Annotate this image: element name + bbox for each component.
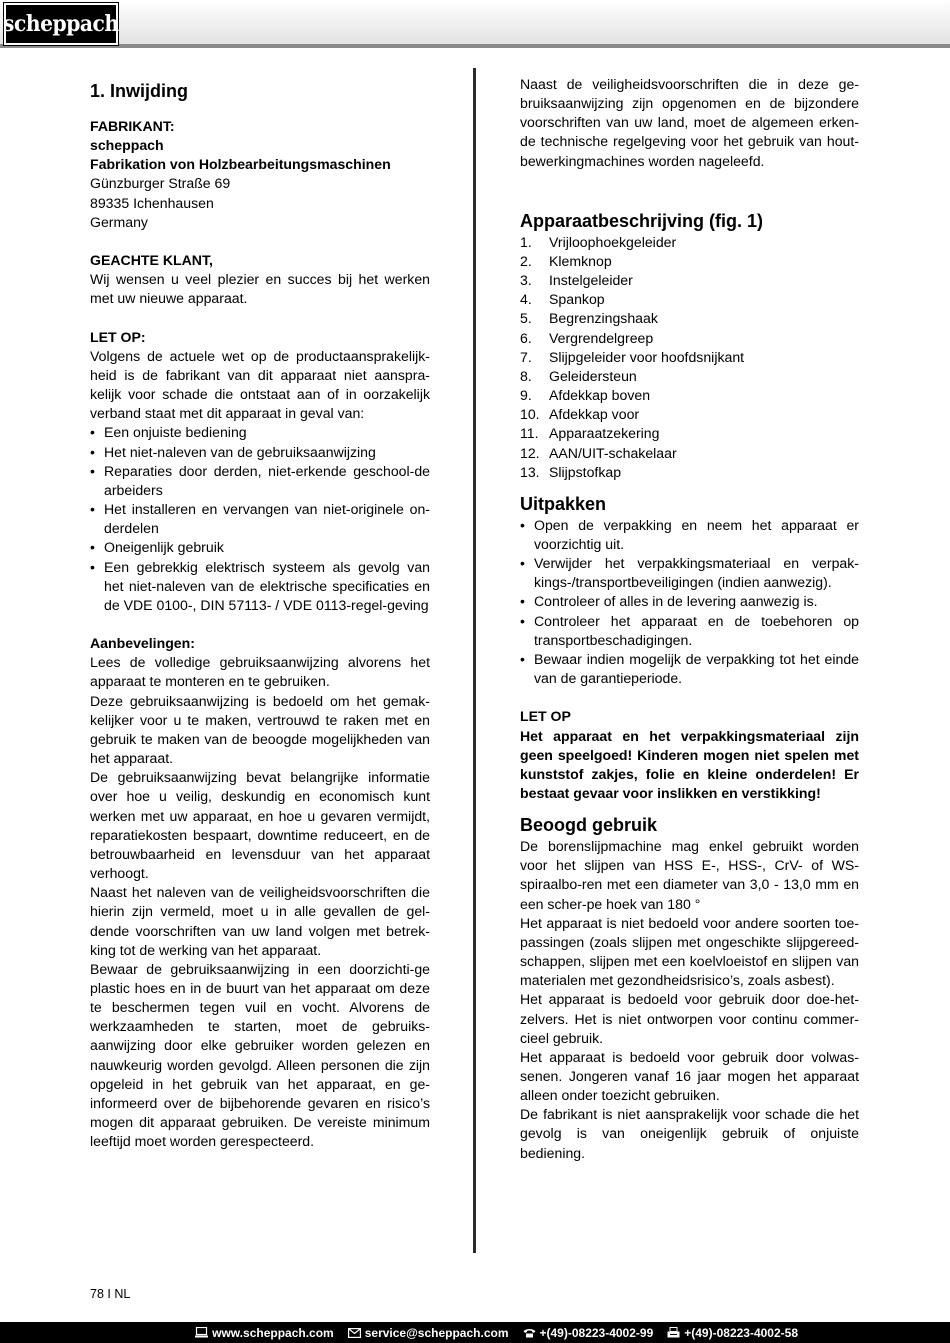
mail-icon	[348, 1328, 361, 1338]
paragraph: De gebruiksaanwijzing bevat belangrijke informatie over hoe u veilig, deskundig en economisch kunt werken met uw apparaat, en hoe u gevaren vermijdt, reparatiekosten bespaart, downtime reduceert, en de betrouwbaarheid en levensduur van het apparaat verhoogt.	[90, 769, 430, 882]
parts-list	[520, 233, 859, 482]
list-item: 4. Spankop	[520, 291, 605, 308]
list-item: • Bewaar indien mogelijk de verpakking tot het einde van de garantieperiode.	[520, 650, 859, 688]
warning-label: LET OP	[520, 708, 571, 725]
paragraph: Deze gebruiksaanwijzing is bedoeld om het gemak-kelijker voor u te maken, vertrouwd te raken met en gebruik te maken van de beoogde mogelijkheden van het apparaat.	[90, 692, 430, 767]
list-item: • Een onjuiste bediening	[90, 423, 430, 442]
list-item: • Verwijder het verpakkingsmateriaal en verpak-kings-/transportbeveiligingen (indien aanwezig).	[520, 554, 859, 592]
manufacturer-desc: Fabrikation von Holzbearbeitungsmaschinen	[90, 156, 391, 173]
column-divider	[473, 68, 476, 1253]
paragraph: De fabrikant is niet aansprakelijk voor schade die het gevolg is van oneigenlijk gebruik of onjuiste bediening.	[520, 1106, 859, 1161]
paragraph: Het apparaat is niet bedoeld voor andere soorten toe-passingen (zoals slijpen met ongeschikte slijpgereed-schappen, slijpen met een koelvloeistof en slijpen van materialen met gezondheidsrisico’s, zoals asbest).	[520, 914, 859, 989]
paragraph: Lees de volledige gebruiksaanwijzing alvorens het apparaat te monteren en te gebruiken.	[90, 654, 430, 690]
dear-customer-text: Wij wensen u veel plezier en succes bij het werken met uw nieuwe apparaat.	[90, 271, 430, 307]
footer-phone[interactable]: +(49)-08223-4002-99	[523, 1326, 654, 1340]
footer-email[interactable]: service@scheppach.com	[348, 1326, 509, 1340]
address-line: 89335 Ichenhausen	[90, 194, 214, 211]
list-item: 5. Begrenzingshaak	[520, 310, 658, 327]
list-item: • Reparaties door derden, niet-erkende geschool-de arbeiders	[90, 462, 430, 500]
scheppach-logo: scheppach	[4, 3, 118, 45]
paragraph: De borenslijpmachine mag enkel gebruikt worden voor het slijpen van HSS E-, HSS-, CrV- of WS-spiraalbo-ren met een diameter van 3,0 - 13,0 mm en een scher-pe hoek van 180 °	[520, 838, 859, 912]
list-item: 12. AAN/UIT-schakelaar	[520, 444, 677, 461]
manufacturer-label: FABRIKANT:	[90, 118, 175, 134]
paragraph: Het apparaat is bedoeld voor gebruik door volwas-senen. Jongeren vanaf 16 jaar mogen het apparaat alleen onder toezicht gebruiken.	[520, 1048, 859, 1104]
list-item: 3. Instelgeleider	[520, 272, 633, 289]
list-item: 6. Vergrendelgreep	[520, 329, 654, 346]
list-item: • Controleer of alles in de levering aanwezig is.	[520, 592, 859, 611]
list-item: • Open de verpakking en neem het apparaat er voorzichtig uit.	[520, 516, 859, 554]
list-item: 2. Klemknop	[520, 252, 612, 269]
page-number: 78 I NL	[90, 1287, 131, 1301]
list-item: 10. Afdekkap voor	[520, 406, 640, 423]
fax-icon	[667, 1327, 680, 1338]
list-item: 13. Slijpstofkap	[520, 463, 622, 480]
section-title-intended-use: Beoogd gebruik	[520, 815, 658, 836]
section-title-description: Apparaatbeschrijving (fig. 1)	[520, 210, 764, 231]
unpacking-list	[520, 516, 859, 688]
paragraph: Het apparaat is bedoeld voor gebruik door doe-het-zelvers. Het is niet ontworpen voor continu commer-cieel gebruik.	[520, 991, 859, 1046]
list-item: 7. Slijpgeleider voor hoofdsnijkant	[520, 348, 745, 365]
intro-paragraph: Naast de veiligheidsvoorschriften die in deze ge-bruiksaanwijzing zijn opgenomen en de bijzondere voorschriften van uw land, moet de algemeen erken-de technische regelgeving voor het gebruik van hout-bewerkingmachines worden nageleefd.	[520, 76, 859, 169]
footer-fax[interactable]: +(49)-08223-4002-58	[667, 1326, 798, 1340]
right-column	[520, 75, 859, 1163]
list-item: • Een gebrekkig elektrisch systeem als gevolg van het niet-naleven van de elektrische specificaties en de VDE 0100-, DIN 57113- / VDE 0113-regel-geving	[90, 558, 430, 615]
list-item: 9. Afdekkap boven	[520, 387, 651, 404]
footer-bar	[0, 1322, 950, 1343]
section-title-unpacking: Uitpakken	[520, 493, 607, 514]
list-item: • Het niet-naleven van de gebruiksaanwijzing	[90, 443, 430, 462]
warning-text: Het apparaat en het verpakkingsmateriaal zijn geen speelgoed! Kinderen mogen niet spelen met kunststof zakjes, folie en kleine onderdelen! Er bestaat gevaar voor inslikken en verstikking!	[520, 727, 859, 801]
section-title-inwijding: 1. Inwijding	[90, 81, 188, 101]
list-item: 11. Apparaatzekering	[520, 425, 660, 442]
paragraph: Bewaar de gebruiksaanwijzing in een doorzichti-ge plastic hoes en in de buurt van het apparaat om deze te beschermen tegen vuil en vocht. Alvorens de werkzaamheden te starten, moet de gebruiks-aanwijzing door elke gebruiker worden gelezen en nauwkeurig worden gevolgd. Alleen personen die zijn opgeleid in het gebruik van het apparaat, en ge-informeerd over de bijbehorende gevaren en risico’s mogen dit apparaat gebruiken. De vereiste minimum leeftijd moet worden gerespecteerd.	[90, 960, 430, 1150]
address-line: Germany	[90, 213, 148, 230]
computer-icon	[195, 1327, 208, 1338]
footer-website[interactable]: www.scheppach.com	[195, 1326, 334, 1340]
manufacturer-name: scheppach	[90, 137, 164, 154]
address-line: Günzburger Straße 69	[90, 175, 231, 192]
list-item: • Oneigenlijk gebruik	[90, 538, 430, 557]
attention-label: LET OP:	[90, 328, 146, 345]
attention-list	[90, 423, 430, 615]
paragraph: Naast het naleven van de veiligheidsvoorschriften die hierin zijn vermeld, moet u in alle gevallen de gel-dende voorschriften van uw land volgen met betrek-king tot de werking van het apparaat.	[90, 884, 430, 958]
list-item: • Het installeren en vervangen van niet-originele on-derdelen	[90, 500, 430, 538]
header-bar	[0, 0, 950, 48]
list-item: 8. Geleidersteun	[520, 367, 637, 384]
list-item: • Controleer het apparaat en de toebehoren op transportbeschadigingen.	[520, 612, 859, 650]
phone-icon	[523, 1328, 536, 1338]
left-column	[90, 75, 430, 1151]
attention-text: Volgens de actuele wet op de productaansprakelijk-heid is de fabrikant van dit apparaat niet aanspra-kelijk voor schade die ontstaat aan of in oorzakelijk verband staat met dit apparaat in geval van:	[90, 347, 430, 422]
recommendations-label: Aanbevelingen:	[90, 635, 195, 652]
list-item: 1. Vrijloophoekgeleider	[520, 233, 677, 250]
dear-customer-label: GEACHTE KLANT,	[90, 252, 213, 269]
